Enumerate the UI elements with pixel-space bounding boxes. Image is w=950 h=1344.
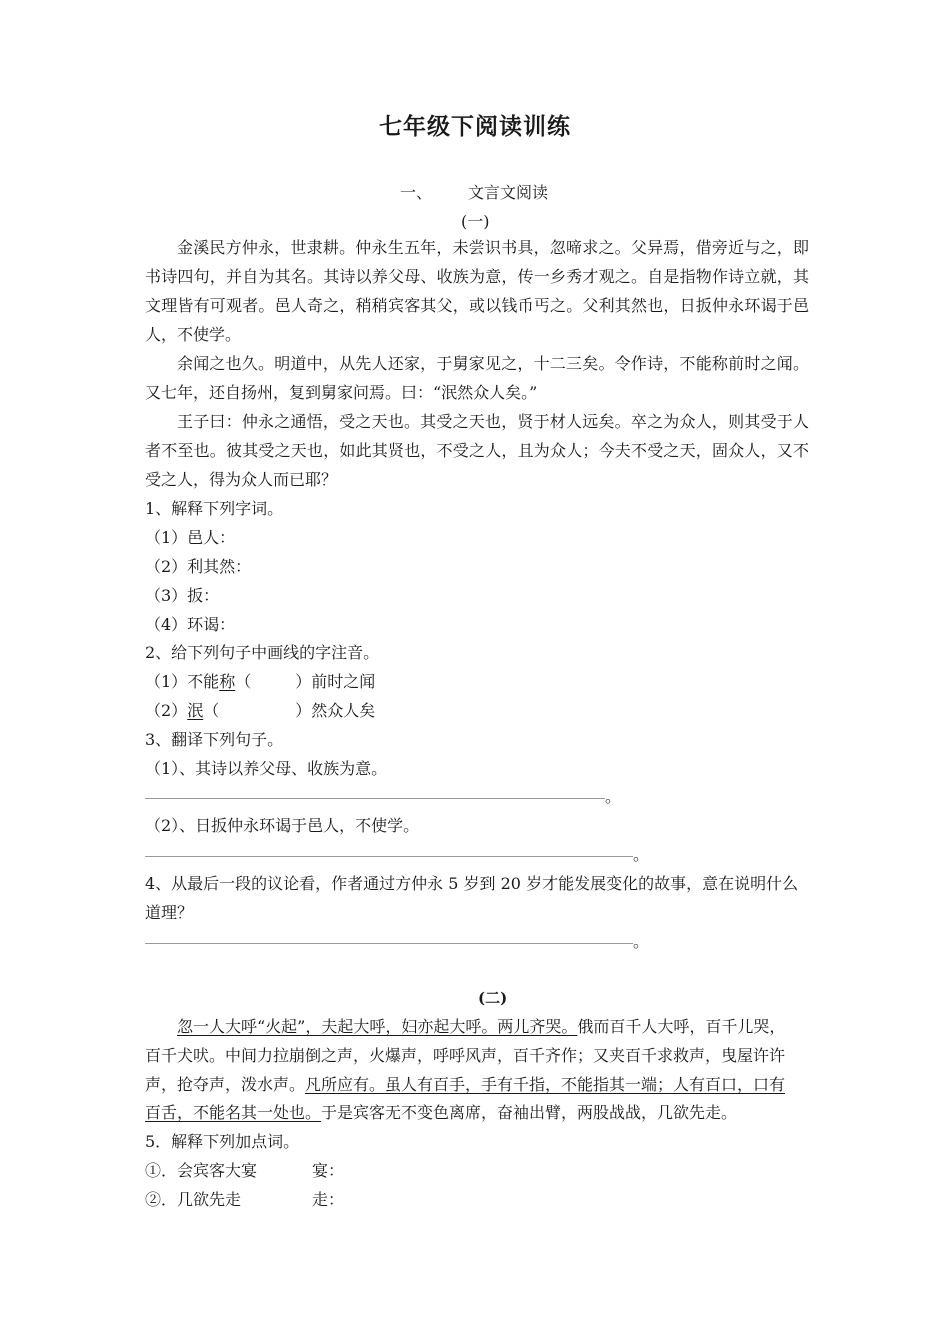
question-1-item-1: （1）邑人： xyxy=(145,528,236,547)
question-2-item-1-underlined-char: 称 xyxy=(219,672,236,691)
answer-line-3-1[interactable] xyxy=(145,798,605,799)
question-2-item-2-rest: ）然众人矣 xyxy=(295,701,376,720)
answer-line-3-1-period: 。 xyxy=(605,787,622,806)
passage2-line-1 xyxy=(177,1014,785,1037)
answer-line-3-2[interactable] xyxy=(145,856,633,857)
passage2-line-2: 百千犬吠。中间力拉崩倒之声，火爆声，呼呼风声，百千齐作；又夹百千求救声，曳屋许许 xyxy=(145,1046,786,1065)
page-title: 七年级下阅读训练 xyxy=(379,114,571,140)
section-number: 一、 xyxy=(400,183,433,202)
part-label-2: (二) xyxy=(478,989,508,1007)
question-2-item-2-open-paren: （ xyxy=(203,701,220,720)
question-1-prompt: 1、解释下列字词。 xyxy=(145,499,284,518)
question-2-prompt: 2、给下列句子中画线的字注音。 xyxy=(145,643,380,662)
question-1-item-3: （3）扳： xyxy=(145,586,220,605)
question-5-item-2-phrase: ②．几欲先走 xyxy=(145,1190,242,1209)
section-heading: 文言文阅读 xyxy=(468,183,549,202)
passage2-line-3-plain: 声，抢夺声，泼水声。 xyxy=(145,1075,306,1094)
passage-paragraph-2: 余闻之也久。明道中，从先人还家，于舅家见之，十二三矣。令作诗，不能称前时之闻。又七年，还自扬州，复到舅家问焉。曰：“泯然众人矣。” xyxy=(145,354,809,402)
question-3-item-2: （2）、日扳仲永环谒于邑人，不使学。 xyxy=(145,816,420,835)
question-3-prompt: 3、翻译下列句子。 xyxy=(145,730,284,749)
question-2-item-2-prefix: （2） xyxy=(145,701,188,720)
passage2-line-4-underlined: 百舌，不能名其一处也。 xyxy=(145,1103,322,1122)
question-3-item-1: （1）、其诗以养父母、收族为意。 xyxy=(145,759,388,778)
answer-line-4[interactable] xyxy=(145,943,633,944)
passage2-line-3-underlined: 凡所应有。虽人有百手，手有千指，不能指其一端；人有百口，口有 xyxy=(305,1075,786,1094)
question-1-item-4: （4）环谒： xyxy=(145,615,236,634)
question-5-item-1-phrase: ①．会宾客大宴 xyxy=(145,1161,258,1180)
question-2-item-1-prefix: （1）不能 xyxy=(145,672,220,691)
question-5-prompt: 5．解释下列加点词。 xyxy=(145,1132,300,1151)
question-2-item-2-underlined-char: 泯 xyxy=(187,701,204,720)
question-2-item-2 xyxy=(145,698,375,721)
passage2-line-4 xyxy=(145,1100,737,1123)
question-5-item-2-word: 走： xyxy=(312,1190,345,1209)
question-2-item-1-rest: ）前时之闻 xyxy=(295,672,376,691)
passage2-line-1-underlined: 忽一人大呼“火起”，夫起大呼，妇亦起大呼。两儿齐哭。 xyxy=(177,1017,578,1036)
question-4-prompt-line-1: 4、从最后一段的议论看，作者通过方仲永 5 岁到 20 岁才能发展变化的故事，意在说明什么 xyxy=(145,874,799,893)
passage2-line-3 xyxy=(145,1072,785,1095)
question-1-item-2: （2）利其然： xyxy=(145,557,252,576)
passage2-line-4-rest: 于是宾客无不变色离席，奋袖出臂，两股战战，几欲先走。 xyxy=(321,1103,738,1122)
part-label-1: (一) xyxy=(461,212,490,231)
passage-paragraph-1: 金溪民方仲永，世隶耕。仲永生五年，未尝识书具，忽啼求之。父异焉，借旁近与之，即书诗四句，并自为其名。其诗以养父母、收族为意，传一乡秀才观之。自是指物作诗立就，其文理皆有可观者。邑人奇之，稍稍宾客其父，或以钱币丐之。父利其然也，日扳仲永环谒于邑人，不使学。 xyxy=(145,238,809,344)
question-5-item-1-word: 宴： xyxy=(312,1161,345,1180)
answer-line-3-2-period: 。 xyxy=(633,845,650,864)
answer-line-4-period: 。 xyxy=(633,932,650,951)
question-2-item-1 xyxy=(145,669,375,692)
question-2-item-1-open-paren: （ xyxy=(235,672,252,691)
passage-paragraph-3: 王子曰：仲永之通悟，受之天也。其受之天也，贤于材人远矣。卒之为众人，则其受于人者不至也。彼其受之天也，如此其贤也，不受之人，且为众人；今夫不受之天，固众人，又不受之人，得为众人而已耶？ xyxy=(145,412,809,489)
question-4-prompt-line-2: 道理？ xyxy=(145,903,194,922)
passage2-line-1-rest: 俄而百千人大呼，百千儿哭， xyxy=(577,1017,786,1036)
